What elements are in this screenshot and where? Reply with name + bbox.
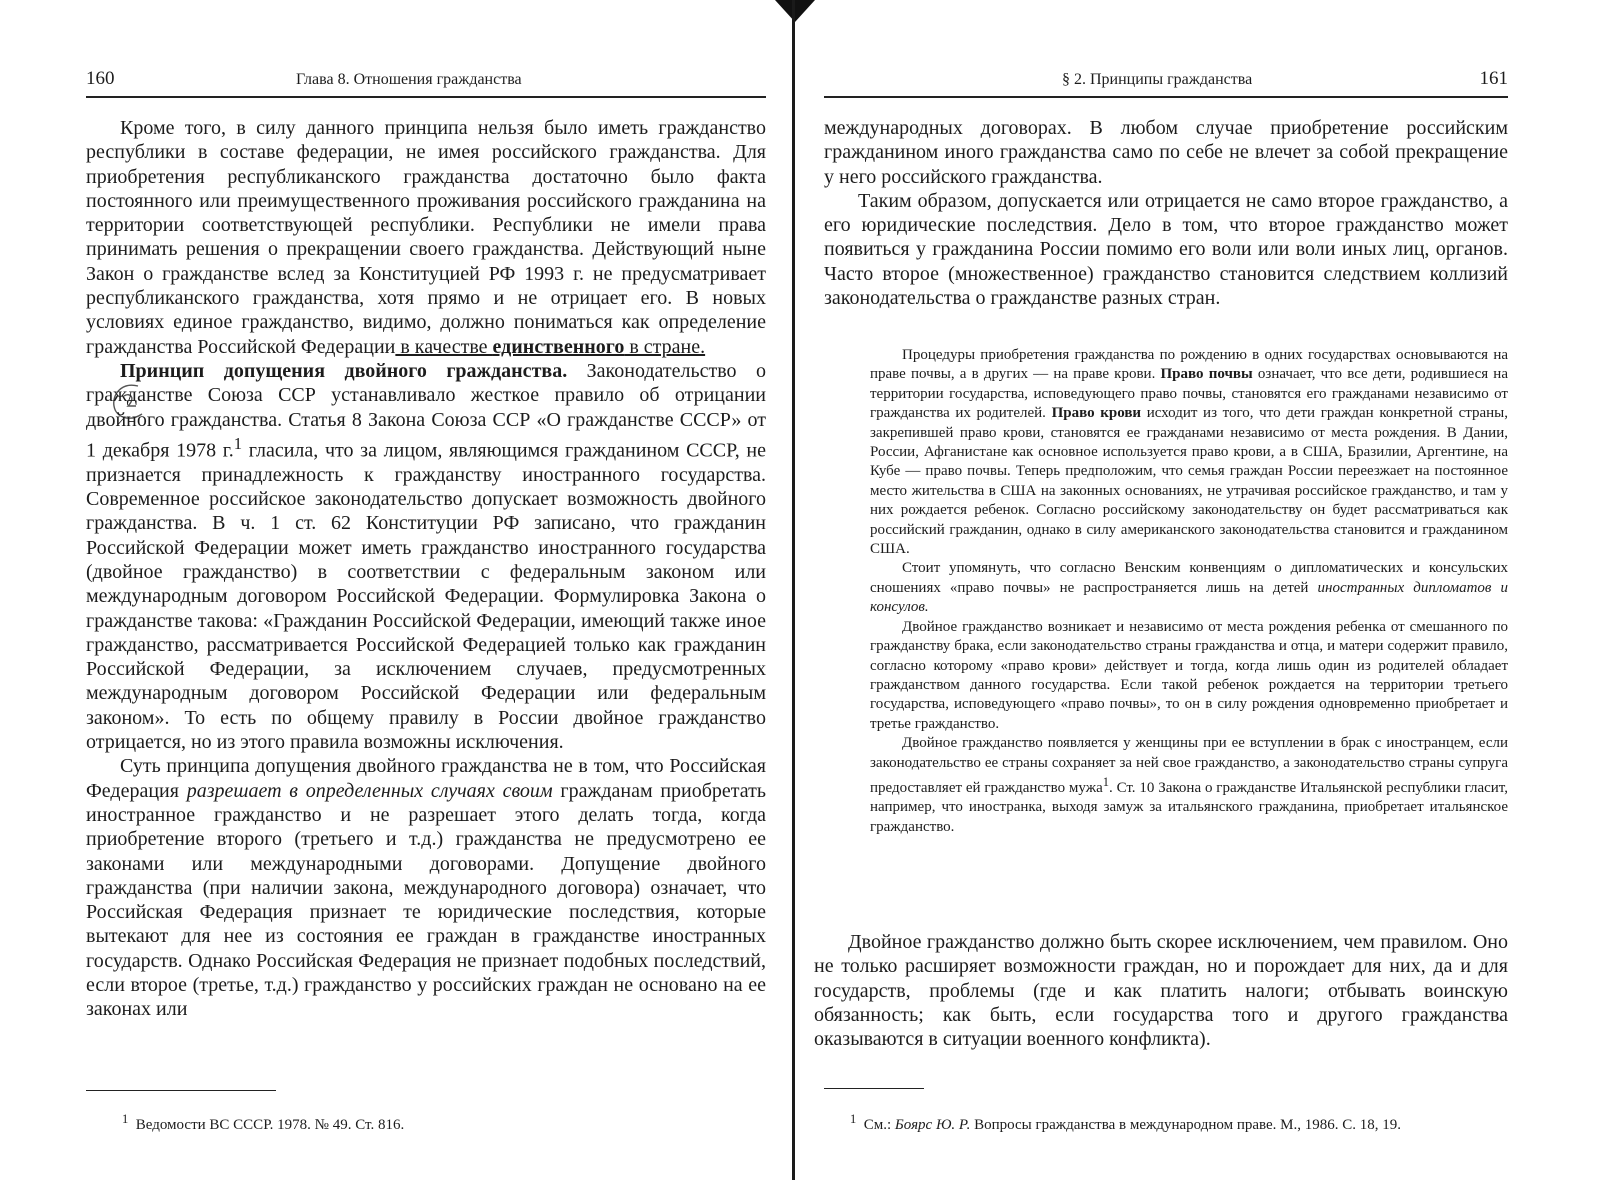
header-rule [86,96,766,98]
small-print-block [870,346,1508,837]
paragraph-text: гласила, что за лицом, являющимся гражданином СССР, не признается принадлежность к гражданству иностранного государства. Современное российское законодательство допускает возможность двойного гражданства. В ч. 1 ст. 62 Конституции РФ записано, что гражданин Российской Федерации может иметь гражданство иностранного государства (двойное гражданство) в соответствии с федеральным законом или международным договором Российской Федерации. Формулировка Закона о гражданстве такова: «Гражданин Российской Федерации, имеющий также иное гражданство, рассматривается Российской Федерацией только как гражданин Российской Федерации, за исключением случаев, предусмотренных международным договором Российской Федерации или федеральным законом». То есть по общему правилу в России двойное гражданство отрицается, но из этого правила возможны исключения. [86,439,766,754]
footnote-rule [86,1090,276,1091]
italic-text: разрешает в определенных случаях своим [186,779,553,802]
underlined-text: в стране. [624,335,706,358]
paragraph-text: исходит из того, что дети граждан конкретной страны, закрепившей право крови, становятся ее гражданами независимо от места рождения. В Дании, России, Афганистане как основное используется право крови, а в США, Бразилии, Аргентине, на Кубе — право почвы. Теперь предположим, что семья граждан России переезжает на постоянное место жительства в США на законных основаниях, не утрачивая российское гражданство, и там у них рождается ребенок. Согласно российскому законодательству он будет рассматриваться как российский гражданин, однако в силу американского законодательства становится и гражданином США. [870,405,1509,558]
footnote-rule [824,1088,924,1089]
closing-text [814,930,1508,1051]
paragraph [86,116,766,359]
footnote-text: Вопросы гражданства в международном праве. М., 1986. С. 18, 19. [970,1117,1402,1133]
paragraph-text: . Ст. 10 Закона о гражданстве Итальянской республики гласит, например, что иностранка, выходя замуж за итальянского гражданина, приобретает итальянское гражданство. [870,779,1508,835]
small-paragraph [870,734,1508,837]
paragraph-text: Суть принципа допущения двойного гражданства не в том, что Российская Федерация [86,755,766,802]
right-page-header [840,68,1508,96]
footnote-mark: 1 [850,1112,857,1126]
paragraph: Двойное гражданство должно быть скорее исключением, чем правилом. Оно не только расширяет возможности граждан, но и порождает для них, да и для государств, проблемы (где и как платить налоги; отбывать воинскую обязанность; как быть, если государства того и другого гражданства оказываются в ситуации военного конфликта). [814,931,1508,1051]
small-paragraph [870,559,1508,617]
header-rule [824,96,1508,98]
binding-mark [775,0,815,22]
right-page [814,0,1509,1180]
paragraph-heading: Принцип допущения двойного гражданства. [120,359,568,382]
paragraph-text: Процедуры приобретения гражданства по рождению в одних государствах основываются на праве почвы, а в других — на праве крови. [870,347,1508,383]
small-paragraph: Двойное гражданство возникает и независимо от места рождения ребенка от смешанного по гражданству брака, если законодательство страны гражданства и отца, и матери содержит правило, согласно которому «право крови» действует и тогда, когда лишь один из родителей обладает гражданством данного государства. Если такой ребенок рождается на территории третьего государства, исповедующего «право почвы», то он в силу рождения одновременно приобретает и третье гражданство. [870,618,1508,732]
footnote [850,1112,1401,1134]
paragraph-text: Двойное гражданство появляется у женщины при ее вступлении в брак с иностранцем, если законодательство ее страны сохраняет за ней свое гражданство, а законодательство страны супруга предоставляет ей гражданство мужа [870,735,1508,796]
page-number: 160 [86,68,115,89]
footnote-text: См.: [863,1117,895,1133]
left-body-text [86,116,766,1022]
footnote-ref: 1 [233,433,243,453]
left-page-header [86,68,766,96]
bold-text: единственного [492,335,625,358]
paragraph-text: гражданам приобретать иностранное гражданство и не разрешает этого делать тогда, когда приобретение второго (третьего и т.д.) гражданства не предусмотрено ее законами или международными договорами. Допущение двойного гражданства (при наличии закона, международного договора) означает, что Российская Федерация признает те юридические последствия, которые вытекают для нее из состояния ее граждан в гражданстве иностранных государств. Однако Российская Федерация не признает подобных последствий, если второе (третье, т.д.) гражданство у российских граждан не основано на ее законах или [86,779,767,1021]
left-page [86,0,766,1180]
bold-term: Право почвы [1160,366,1253,383]
paragraph [86,359,766,754]
paragraph-text: Законодательство о гражданстве Союза ССР устанавливало жесткое правило об отрицании двойного гражданства. Статья 8 Закона Союза ССР «О гражданстве СССР» от 1 декабря 1978 г. [86,359,766,462]
paragraph: международных договорах. В любом случае приобретение российским гражданином иного гражданства само по себе не влечет за собой прекращение у него российского гражданства. [824,117,1508,188]
small-paragraph [870,346,1508,559]
paragraph-text: Стоит упомянуть, что согласно Венским конвенциям о дипломатических и консульских сношениях «право почвы» не распространяется лишь на детей [870,560,1508,596]
italic-text: иностранных дипломатов и консулов. [870,579,1508,616]
running-head: § 2. Принципы гражданства [1062,71,1253,88]
footnote-author: Боярс Ю. Р. [894,1117,971,1133]
paragraph: Таким образом, допускается или отрицается не само второе гражданство, а его юридические последствия. Дело в том, что второе гражданство может появиться у гражданина России помимо его воли или воли иных лиц, органов. Часто второе (множественное) гражданство становится следствием коллизий законодательства о гражданстве разных стран. [824,189,1508,310]
page-number: 161 [1479,68,1508,89]
footnote-text: Ведомости ВС СССР. 1978. № 49. Ст. 816. [135,1117,405,1133]
footnote-mark: 1 [122,1112,129,1126]
right-body-text [824,116,1508,310]
paragraph-text: Кроме того, в силу данного принципа нельзя было иметь гражданство республики в составе федерации, не имея российского гражданства. Для приобретения республиканского гражданства достаточно было факта постоянного или преимущественного проживания российского гражданина на территории соответствующей республики. Республики не имели права принимать решения о прекращении своего гражданства. Действующий ныне Закон о гражданстве вслед за Конституцией РФ 1993 г. не предусматривает республиканского гражданства, хотя прямо и не отрицает его. В новых условиях единое гражданство, видимо, должно пониматься как определение гражданства Российской Федерации [86,117,766,358]
footnote [122,1112,404,1134]
paragraph-text: означает, что все дети, родившиеся на территории государства, исповедующего право почвы, становятся его гражданами независимо от гражданства их родителей. [870,366,1508,422]
running-head: Глава 8. Отношения гражданства [296,71,522,88]
book-gutter [792,0,795,1180]
bold-term: Право крови [1051,405,1142,422]
footnote-ref: 1 [1102,774,1109,789]
paragraph [86,754,766,1021]
underlined-text: в качестве [395,335,493,358]
